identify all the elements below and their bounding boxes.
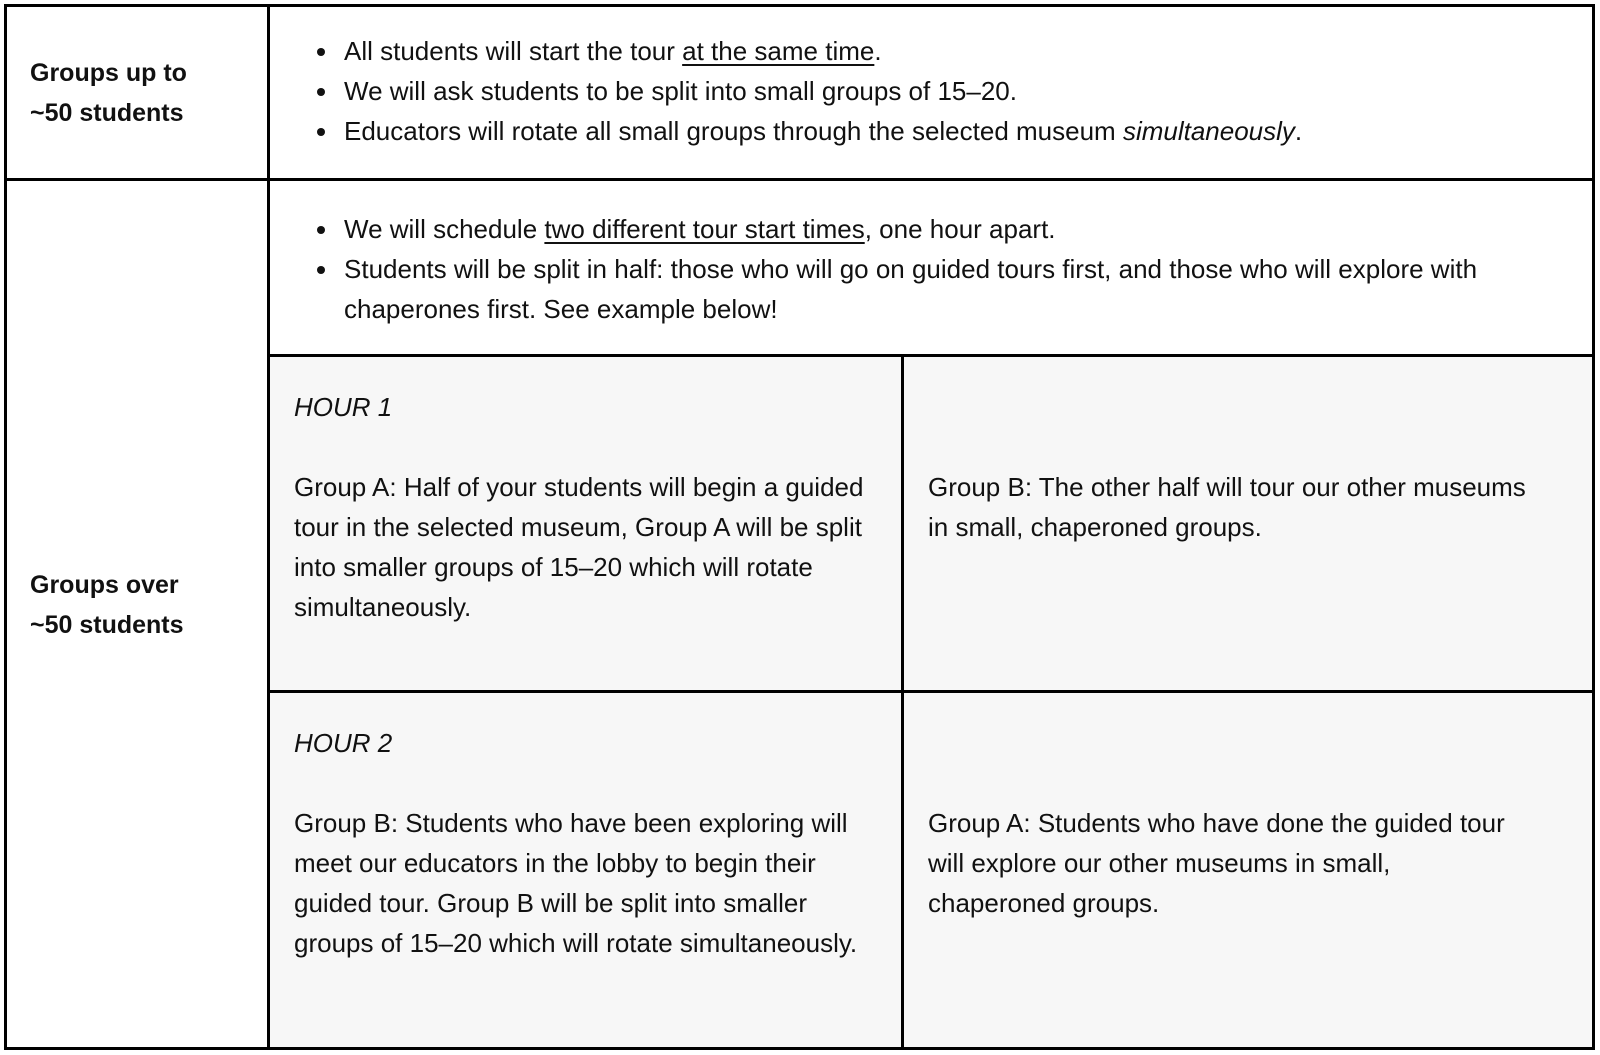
- small-groups-bullets: [290, 31, 1580, 151]
- bullet-item: • We will ask students to be split into small groups of 15–20.: [340, 71, 1580, 111]
- hour2-group-b-text: Group B: Students who have been exploring will meet our educators in the lobby to begin their guided tour. Group B will be split into smaller groups of 15–20 which will rotate simultaneously.: [294, 808, 858, 958]
- hour1-group-a-text: Group A: Half of your students will begin a guided tour in the selected museum, Group A will be split into smaller groups of 15–20 which will rotate simultaneously.: [294, 472, 864, 622]
- bullet-item: • Educators will rotate all small groups through the selected museum simultaneously.: [340, 111, 1580, 151]
- hour2-left-cell: [294, 723, 884, 963]
- row-label-small-groups: Groups up to ~50 students: [30, 59, 187, 127]
- bullet-item: • All students will start the tour at the same time.: [340, 31, 1580, 71]
- large-groups-bullets: [290, 209, 1560, 329]
- row-label-large-groups: Groups over ~50 students: [30, 571, 184, 639]
- hour2-title: HOUR 2: [294, 728, 393, 758]
- hour2-right-cell: [928, 803, 1508, 923]
- hour1-group-b-text: Group B: The other half will tour our other museums in small, chaperoned groups.: [928, 472, 1526, 542]
- row-divider: [7, 178, 1592, 181]
- hour1-right-cell: [928, 467, 1538, 547]
- bullet-item: • Students will be split in half: those who will go on guided tours first, and those who will explore with chaperones first. See example below!: [340, 249, 1560, 329]
- schedule-table: [4, 4, 1595, 1050]
- hour1-title: HOUR 1: [294, 392, 393, 422]
- hour1-left-cell: [294, 387, 884, 627]
- hour2-group-a-text: Group A: Students who have done the guided tour will explore our other museums in small, chaperoned groups.: [928, 808, 1505, 918]
- bullet-item: • We will schedule two different tour start times, one hour apart.: [340, 209, 1560, 249]
